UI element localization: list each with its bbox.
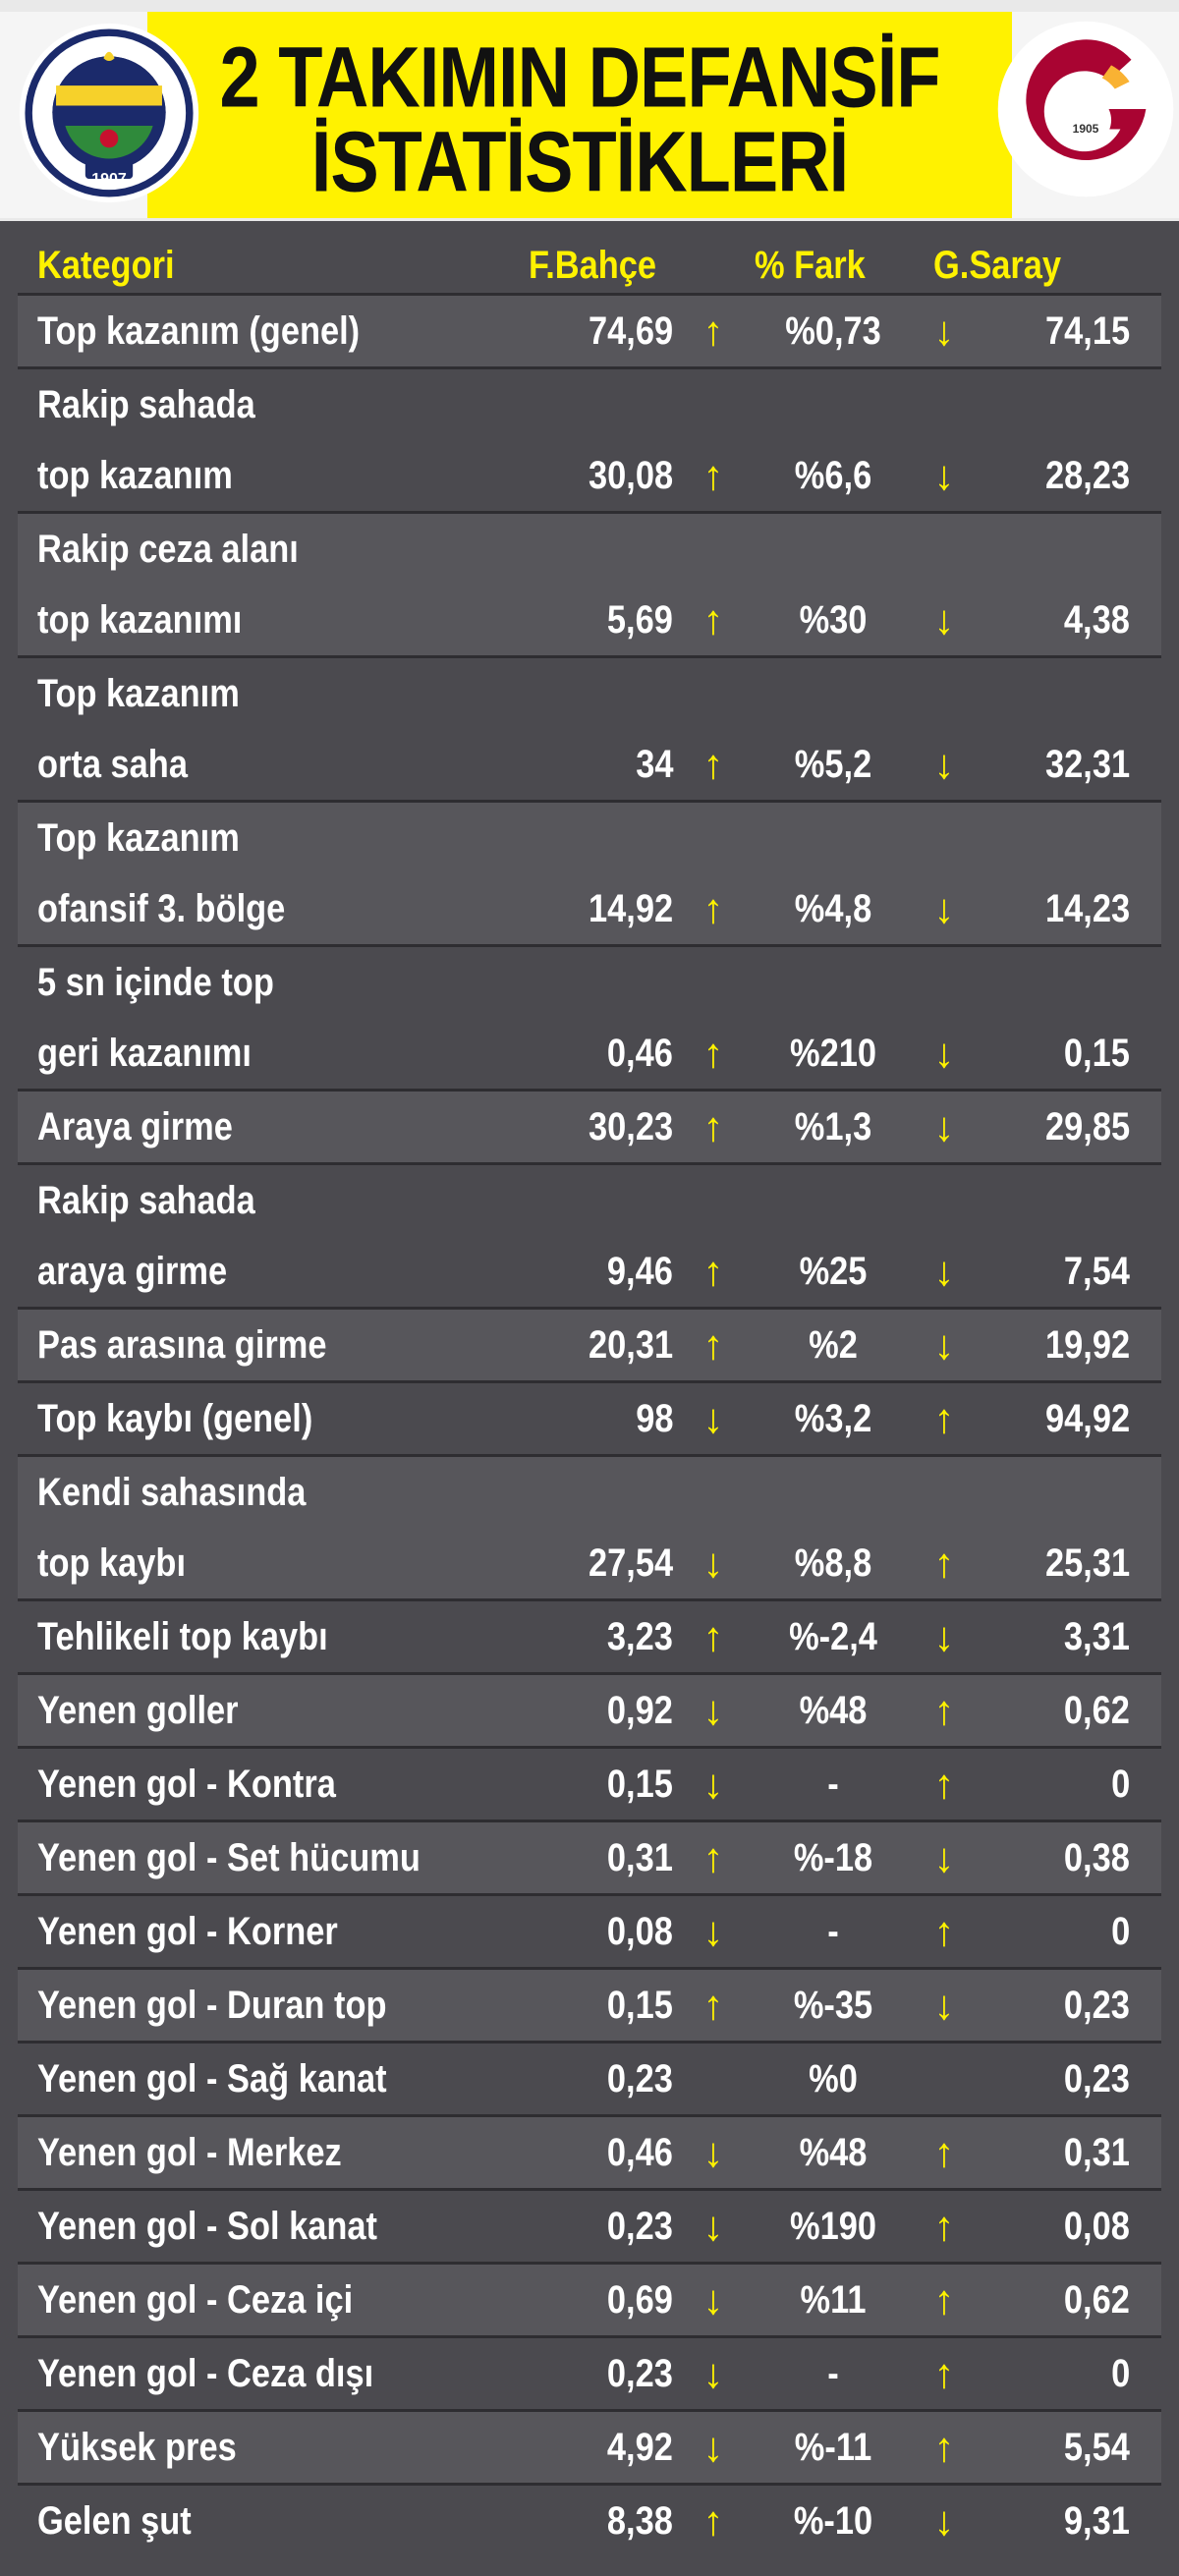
galatasaray-trend-arrow-icon: ↓ bbox=[933, 1834, 955, 1880]
fenerbahce-value: 0,92 bbox=[607, 1689, 673, 1732]
galatasaray-value: 0 bbox=[1110, 2352, 1130, 2395]
row-category-line: Rakip sahada bbox=[37, 1179, 255, 1222]
galatasaray-trend-arrow-icon: ↑ bbox=[933, 2276, 955, 2323]
fenerbahce-value: 0,46 bbox=[607, 2131, 673, 2174]
galatasaray-trend-arrow-icon: ↑ bbox=[933, 2129, 955, 2175]
fenerbahce-value: 98 bbox=[635, 1397, 673, 1440]
fenerbahce-trend-arrow-icon: ↓ bbox=[702, 1761, 724, 1807]
fenerbahce-logo-year: 1907 bbox=[91, 171, 127, 188]
difference-value: %30 bbox=[799, 598, 868, 642]
fenerbahce-trend-arrow-icon: ↓ bbox=[702, 2424, 724, 2470]
galatasaray-trend-arrow-icon: ↓ bbox=[933, 1321, 955, 1368]
fenerbahce-value: 0,31 bbox=[607, 1836, 673, 1879]
row-category bbox=[37, 2044, 387, 2114]
difference-value: %11 bbox=[800, 2278, 867, 2322]
row-category-line: Yenen goller bbox=[37, 1689, 239, 1732]
difference-value: %-11 bbox=[794, 2426, 872, 2469]
fenerbahce-value: 74,69 bbox=[588, 309, 673, 353]
row-category bbox=[37, 1165, 255, 1307]
galatasaray-trend-arrow-icon: ↑ bbox=[933, 1687, 955, 1733]
galatasaray-trend-arrow-icon: ↓ bbox=[933, 1103, 955, 1149]
row-category-line: Tehlikeli top kaybı bbox=[37, 1615, 328, 1658]
fenerbahce-value: 0,46 bbox=[607, 1032, 673, 1075]
table-row bbox=[18, 1598, 1161, 1672]
table-row bbox=[18, 1162, 1161, 1307]
difference-value: %-10 bbox=[793, 2499, 873, 2543]
fenerbahce-trend-arrow-icon: ↓ bbox=[702, 1687, 724, 1733]
difference-value: %210 bbox=[790, 1032, 876, 1075]
galatasaray-value: 5,54 bbox=[1064, 2426, 1130, 2469]
table-row bbox=[18, 1380, 1161, 1454]
header bbox=[0, 0, 1179, 221]
fenerbahce-value: 0,23 bbox=[607, 2352, 673, 2395]
galatasaray-trend-arrow-icon: ↓ bbox=[933, 741, 955, 787]
galatasaray-trend-arrow-icon: ↓ bbox=[933, 2497, 955, 2544]
fenerbahce-trend-arrow-icon: ↓ bbox=[702, 2203, 724, 2249]
difference-value: - bbox=[827, 1910, 839, 1953]
galatasaray-value: 32,31 bbox=[1044, 743, 1130, 786]
row-category bbox=[37, 1675, 239, 1746]
fenerbahce-trend-arrow-icon: ↓ bbox=[702, 1908, 724, 1954]
row-category bbox=[37, 1749, 336, 1820]
fenerbahce-trend-arrow-icon: ↑ bbox=[702, 596, 724, 643]
fenerbahce-value: 27,54 bbox=[588, 1541, 673, 1585]
header-galatasaray: G.Saray bbox=[933, 244, 1062, 287]
row-category-line: Araya girme bbox=[37, 1105, 233, 1148]
difference-value: - bbox=[827, 1763, 839, 1806]
fenerbahce-trend-arrow-icon: ↑ bbox=[702, 1982, 724, 2028]
row-category-line: Top kazanım bbox=[37, 816, 240, 860]
row-category bbox=[37, 514, 299, 655]
table-row bbox=[18, 1307, 1161, 1380]
fenerbahce-value: 0,23 bbox=[607, 2057, 673, 2100]
difference-value: %5,2 bbox=[794, 743, 872, 786]
table-row bbox=[18, 366, 1161, 511]
galatasaray-value: 9,31 bbox=[1064, 2499, 1130, 2543]
table-row bbox=[18, 2041, 1161, 2114]
fenerbahce-value: 34 bbox=[635, 743, 673, 786]
row-category-line: araya girme bbox=[37, 1250, 228, 1293]
galatasaray-value: 0,31 bbox=[1064, 2131, 1130, 2174]
table-row bbox=[18, 2335, 1161, 2409]
row-category bbox=[37, 369, 255, 511]
galatasaray-trend-arrow-icon: ↓ bbox=[933, 1030, 955, 1076]
galatasaray-trend-arrow-icon: ↓ bbox=[933, 308, 955, 354]
row-category bbox=[37, 1896, 338, 1967]
galatasaray-trend-arrow-icon: ↑ bbox=[933, 2203, 955, 2249]
row-category bbox=[37, 658, 240, 800]
table-row bbox=[18, 944, 1161, 1089]
row-category bbox=[37, 947, 274, 1089]
galatasaray-trend-arrow-icon: ↓ bbox=[933, 1982, 955, 2028]
fenerbahce-value: 20,31 bbox=[588, 1323, 673, 1367]
row-category-line: Yenen gol - Korner bbox=[37, 1910, 338, 1953]
galatasaray-value: 3,31 bbox=[1064, 1615, 1130, 1658]
row-category-line: geri kazanımı bbox=[37, 1032, 252, 1075]
table-row bbox=[18, 293, 1161, 366]
row-category-line: Top kazanım (genel) bbox=[37, 309, 361, 353]
galatasaray-value: 0,23 bbox=[1064, 2057, 1130, 2100]
fenerbahce-value: 4,92 bbox=[607, 2426, 673, 2469]
fenerbahce-value: 0,69 bbox=[607, 2278, 673, 2322]
row-category bbox=[37, 296, 360, 366]
table-row bbox=[18, 1820, 1161, 1893]
table-row bbox=[18, 2188, 1161, 2262]
galatasaray-logo bbox=[994, 18, 1177, 200]
row-category-line: 5 sn içinde top bbox=[37, 961, 274, 1004]
galatasaray-trend-arrow-icon: ↑ bbox=[933, 1395, 955, 1441]
table-row bbox=[18, 1746, 1161, 1820]
table-row bbox=[18, 1672, 1161, 1746]
galatasaray-value: 25,31 bbox=[1044, 1541, 1130, 1585]
row-category bbox=[37, 2117, 342, 2188]
fenerbahce-trend-arrow-icon: ↓ bbox=[702, 1395, 724, 1441]
row-category bbox=[37, 1383, 312, 1454]
table-row bbox=[18, 655, 1161, 800]
table-row bbox=[18, 511, 1161, 655]
row-category-line: Yenen gol - Ceza içi bbox=[37, 2278, 354, 2322]
galatasaray-value: 0,23 bbox=[1064, 1984, 1130, 2027]
fenerbahce-value: 14,92 bbox=[588, 887, 673, 930]
fenerbahce-trend-arrow-icon: ↑ bbox=[702, 1248, 724, 1294]
row-category-line: Yenen gol - Merkez bbox=[37, 2131, 342, 2174]
row-category bbox=[37, 2486, 192, 2556]
fenerbahce-value: 0,23 bbox=[607, 2205, 673, 2248]
row-category-line: Yenen gol - Ceza dışı bbox=[37, 2352, 374, 2395]
row-category-line: Kendi sahasında bbox=[37, 1471, 307, 1514]
table-row bbox=[18, 2262, 1161, 2335]
galatasaray-trend-arrow-icon: ↓ bbox=[933, 885, 955, 931]
galatasaray-trend-arrow-icon: ↑ bbox=[933, 2350, 955, 2396]
table-row bbox=[18, 1967, 1161, 2041]
galatasaray-value: 0,38 bbox=[1064, 1836, 1130, 1879]
row-category-line: top kazanım bbox=[37, 454, 233, 497]
row-category-line: ofansif 3. bölge bbox=[37, 887, 286, 930]
difference-value: %48 bbox=[799, 2131, 868, 2174]
row-category bbox=[37, 1092, 233, 1162]
galatasaray-value: 94,92 bbox=[1044, 1397, 1130, 1440]
fenerbahce-trend-arrow-icon: ↑ bbox=[702, 1834, 724, 1880]
table-row bbox=[18, 2409, 1161, 2483]
title-line-2: İSTATİSTİKLERİ bbox=[310, 113, 849, 210]
row-category bbox=[37, 1822, 421, 1893]
difference-value: %8,8 bbox=[794, 1541, 872, 1585]
table-row bbox=[18, 800, 1161, 944]
difference-value: %1,3 bbox=[794, 1105, 872, 1148]
difference-value: %25 bbox=[799, 1250, 868, 1293]
row-category bbox=[37, 803, 285, 944]
galatasaray-value: 0,15 bbox=[1064, 1032, 1130, 1075]
fenerbahce-trend-arrow-icon: ↑ bbox=[702, 1321, 724, 1368]
title-line-1: 2 TAKIMIN DEFANSİF bbox=[219, 28, 940, 126]
row-category-line: top kazanımı bbox=[37, 598, 243, 642]
galatasaray-value: 14,23 bbox=[1044, 887, 1130, 930]
fenerbahce-trend-arrow-icon: ↑ bbox=[702, 308, 724, 354]
galatasaray-trend-arrow-icon: ↑ bbox=[933, 1908, 955, 1954]
fenerbahce-trend-arrow-icon: ↑ bbox=[702, 885, 724, 931]
row-category-line: Gelen şut bbox=[37, 2499, 192, 2543]
galatasaray-value: 28,23 bbox=[1044, 454, 1130, 497]
galatasaray-trend-arrow-icon: ↓ bbox=[933, 1613, 955, 1659]
table-row bbox=[18, 1454, 1161, 1598]
galatasaray-trend-arrow-icon: ↓ bbox=[933, 596, 955, 643]
galatasaray-value: 0 bbox=[1110, 1763, 1130, 1806]
table-row bbox=[18, 2114, 1161, 2188]
row-category-line: top kaybı bbox=[37, 1541, 187, 1585]
row-category-line: Yenen gol - Sağ kanat bbox=[37, 2057, 387, 2100]
difference-value: %-18 bbox=[793, 1836, 873, 1879]
difference-value: %-2,4 bbox=[789, 1615, 877, 1658]
difference-value: %48 bbox=[799, 1689, 868, 1732]
galatasaray-trend-arrow-icon: ↑ bbox=[933, 1761, 955, 1807]
galatasaray-value: 29,85 bbox=[1044, 1105, 1130, 1148]
galatasaray-value: 0,62 bbox=[1064, 2278, 1130, 2322]
fenerbahce-value: 30,23 bbox=[588, 1105, 673, 1148]
fenerbahce-trend-arrow-icon: ↓ bbox=[702, 1540, 724, 1586]
row-category-line: Rakip sahada bbox=[37, 383, 255, 426]
galatasaray-value: 0 bbox=[1110, 1910, 1130, 1953]
galatasaray-value: 19,92 bbox=[1044, 1323, 1130, 1367]
galatasaray-value: 7,54 bbox=[1064, 1250, 1130, 1293]
row-category bbox=[37, 1457, 306, 1598]
table-row bbox=[18, 1893, 1161, 1967]
difference-value: %190 bbox=[790, 2205, 876, 2248]
row-category-line: Top kaybı (genel) bbox=[37, 1397, 313, 1440]
difference-value: - bbox=[827, 2352, 839, 2395]
row-category bbox=[37, 2265, 353, 2335]
row-category bbox=[37, 1970, 386, 2041]
row-category-line: orta saha bbox=[37, 743, 188, 786]
fenerbahce-value: 0,15 bbox=[607, 1984, 673, 2027]
galatasaray-value: 0,62 bbox=[1064, 1689, 1130, 1732]
difference-value: %0 bbox=[809, 2057, 858, 2100]
fenerbahce-trend-arrow-icon: ↓ bbox=[702, 2129, 724, 2175]
fenerbahce-value: 0,15 bbox=[607, 1763, 673, 1806]
header-fenerbahce: F.Bahçe bbox=[529, 244, 657, 287]
row-category-line: Yenen gol - Set hücumu bbox=[37, 1836, 421, 1879]
galatasaray-trend-arrow-icon: ↓ bbox=[933, 452, 955, 498]
fenerbahce-trend-arrow-icon: ↑ bbox=[702, 1030, 724, 1076]
fenerbahce-value: 3,23 bbox=[607, 1615, 673, 1658]
fenerbahce-trend-arrow-icon: ↑ bbox=[702, 1613, 724, 1659]
row-category-line: Top kazanım bbox=[37, 672, 240, 715]
header-category: Kategori bbox=[37, 244, 175, 287]
row-category bbox=[37, 2338, 373, 2409]
table-row bbox=[18, 1089, 1161, 1162]
row-category-line: Yenen gol - Duran top bbox=[37, 1984, 387, 2027]
fenerbahce-trend-arrow-icon: ↓ bbox=[702, 2350, 724, 2396]
galatasaray-value: 0,08 bbox=[1064, 2205, 1130, 2248]
difference-value: %2 bbox=[809, 1323, 858, 1367]
row-category-line: Yenen gol - Sol kanat bbox=[37, 2205, 377, 2248]
galatasaray-logo-year: 1905 bbox=[1072, 122, 1099, 136]
fenerbahce-value: 5,69 bbox=[607, 598, 673, 642]
galatasaray-trend-arrow-icon: ↓ bbox=[933, 1248, 955, 1294]
fenerbahce-trend-arrow-icon: ↑ bbox=[702, 452, 724, 498]
row-category bbox=[37, 2412, 237, 2483]
difference-value: %0,73 bbox=[785, 309, 881, 353]
difference-value: %6,6 bbox=[794, 454, 872, 497]
difference-value: %3,2 bbox=[794, 1397, 872, 1440]
galatasaray-trend-arrow-icon: ↑ bbox=[933, 1540, 955, 1586]
difference-value: %4,8 bbox=[794, 887, 872, 930]
row-category bbox=[37, 2191, 377, 2262]
row-category-line: Pas arasına girme bbox=[37, 1323, 327, 1367]
fenerbahce-trend-arrow-icon: ↓ bbox=[702, 2276, 724, 2323]
row-category bbox=[37, 1310, 326, 1380]
fenerbahce-value: 8,38 bbox=[607, 2499, 673, 2543]
fenerbahce-trend-arrow-icon: ↑ bbox=[702, 2497, 724, 2544]
fenerbahce-trend-arrow-icon: ↑ bbox=[702, 1103, 724, 1149]
row-category-line: Rakip ceza alanı bbox=[37, 528, 299, 571]
galatasaray-value: 4,38 bbox=[1064, 598, 1130, 642]
difference-value: %-35 bbox=[793, 1984, 873, 2027]
fenerbahce-value: 30,08 bbox=[588, 454, 673, 497]
table-header bbox=[18, 232, 1161, 293]
fenerbahce-value: 0,08 bbox=[607, 1910, 673, 1953]
galatasaray-value: 74,15 bbox=[1044, 309, 1130, 353]
table-row bbox=[18, 2483, 1161, 2556]
row-category-line: Yenen gol - Kontra bbox=[37, 1763, 336, 1806]
fenerbahce-trend-arrow-icon: ↑ bbox=[702, 741, 724, 787]
galatasaray-trend-arrow-icon: ↑ bbox=[933, 2424, 955, 2470]
header-diff: % Fark bbox=[755, 244, 866, 287]
row-category-line: Yüksek pres bbox=[37, 2426, 237, 2469]
row-category bbox=[37, 1601, 328, 1672]
fenerbahce-value: 9,46 bbox=[607, 1250, 673, 1293]
